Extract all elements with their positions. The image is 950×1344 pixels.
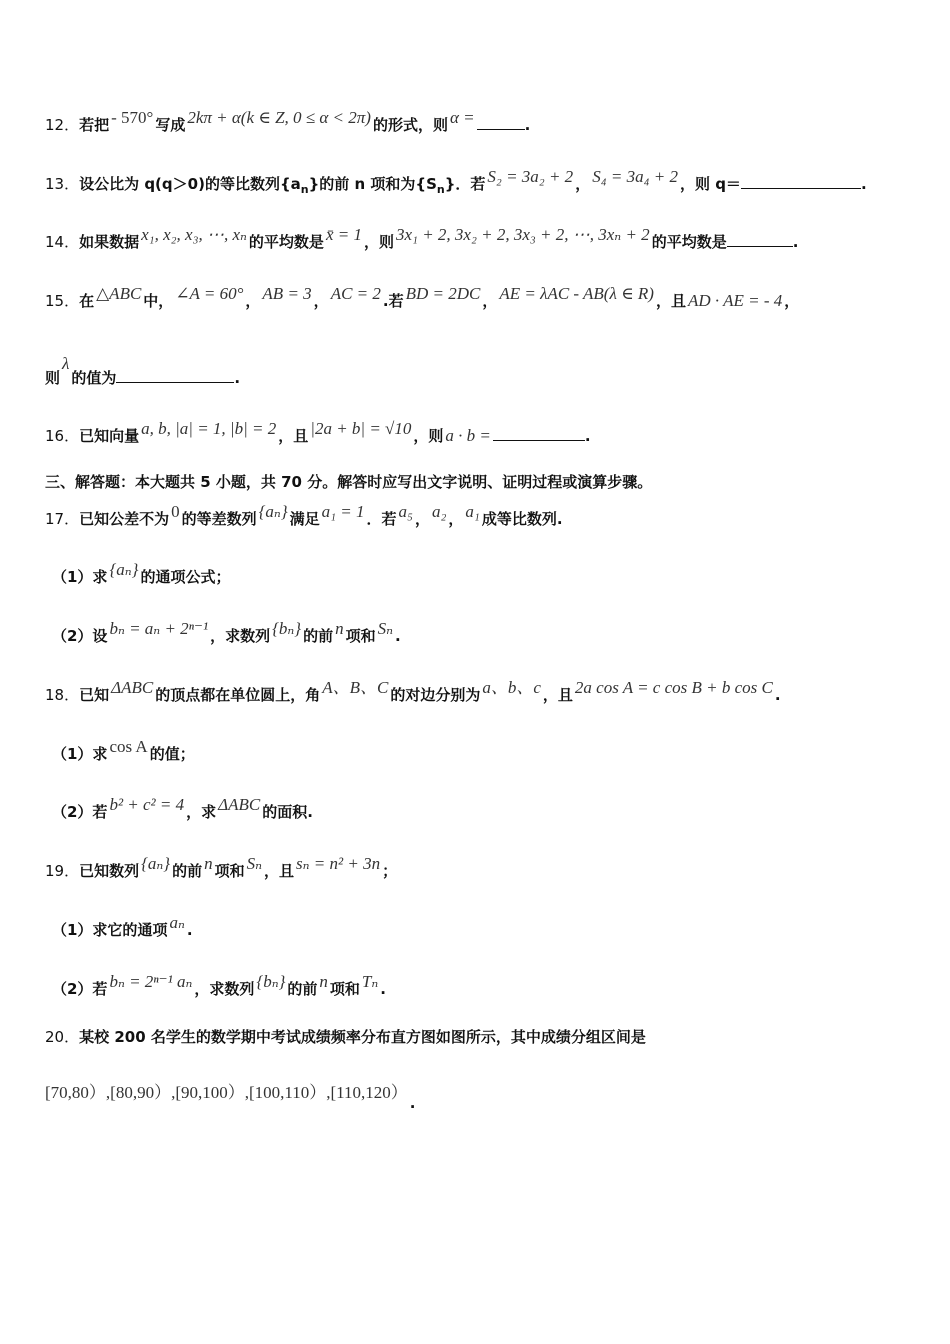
question-15-line-2: 则λ的值为 . — [45, 354, 241, 387]
question-number: 17． — [45, 510, 80, 528]
math: [70,80）,[80,90）,[90,100）,[100,110）,[110,120） — [45, 1083, 408, 1102]
math: a, b, |a| = 1, |b| = 2 — [141, 419, 277, 438]
math: {aₙ} — [109, 560, 139, 579]
math: BD = 2DC — [405, 284, 481, 303]
math: S₄ = 3a₄ + 2 — [592, 167, 678, 186]
math: n — [204, 854, 213, 873]
math: A、B、C — [322, 678, 389, 697]
math: - 570° — [111, 108, 154, 127]
question-19-part-1: （1）求它的通项 aₙ . — [52, 913, 193, 939]
math: b² + c² = 4 — [109, 795, 185, 814]
math: x₁, x₂, x₃, ⋯, xₙ — [141, 225, 247, 244]
math: a₂ — [431, 502, 447, 521]
question-number: 18． — [45, 686, 80, 704]
math: cos A — [109, 737, 148, 756]
math: 0 — [171, 502, 180, 521]
math: {bₙ} — [256, 972, 286, 991]
math: 3x₁ + 2, 3x₂ + 2, 3x₃ + 2, ⋯, 3xₙ + 2 — [395, 225, 650, 244]
question-number: 16． — [45, 427, 80, 445]
question-20: 20．某校 200 名学生的数学期中考试成绩频率分布直方图如图所示，其中成绩分组区间是 — [45, 1028, 646, 1046]
question-18: 18．已知 ΔABC 的顶点都在单位圆上，角 A、B、C 的对边分别为 a、b、c ，且 2a cos A = c cos B + b cos C . — [45, 678, 781, 704]
math: AC = 2 — [330, 284, 381, 303]
math: AB = 3 — [262, 284, 312, 303]
question-16: 16．已知向量 a, b, |a| = 1, |b| = 2 ，且 |2a + b| = √10 ，则 a · b = . — [45, 419, 591, 445]
answer-blank — [741, 172, 861, 189]
question-number: 13． — [45, 175, 80, 193]
answer-blank — [493, 424, 585, 441]
math: α = — [449, 108, 475, 127]
question-number: 19． — [45, 862, 80, 880]
math: n — [335, 619, 344, 638]
math: {bₙ} — [272, 619, 302, 638]
question-number: 12． — [45, 116, 80, 134]
math: Sₙ — [377, 619, 394, 638]
question-18-part-2: （2）若 b² + c² = 4 ，求 ΔABC 的面积. — [52, 795, 313, 821]
math: sₙ = n² + 3n — [296, 854, 381, 873]
math: λ — [62, 354, 70, 373]
math: a · b = — [445, 426, 491, 445]
math: 2a cos A = c cos B + b cos C — [574, 678, 773, 697]
math: Sₙ — [246, 854, 263, 873]
math: x̄ = 1 — [325, 225, 362, 244]
math: Tₙ — [361, 972, 379, 991]
question-12: 12．若把 - 570° 写成 2kπ + α(k ∈ Z, 0 ≤ α < 2π) 的形式，则 α = . — [45, 108, 531, 134]
math: ΔABC — [111, 678, 154, 697]
math: ΔABC — [218, 795, 261, 814]
math: |2a + b| = √10 — [310, 419, 412, 438]
question-20-intervals: [70,80）,[80,90）,[90,100）,[100,110）,[110,120）. — [45, 1083, 416, 1112]
math: S₂ = 3a₂ + 2 — [487, 167, 574, 186]
question-13: 13．设公比为 q(q＞0)的等比数列$\{a_n\}$的前 n 项和为$\{S_n\}$．若 S₂ = 3a₂ + 2 ， S₄ = 3a₄ + 2 ，则 q＝ . — [45, 167, 867, 196]
math: a₁ = 1 — [321, 502, 365, 521]
question-18-part-1: （1）求 cos A 的值； — [52, 737, 195, 763]
math: AD · AE = - 4 — [687, 291, 783, 310]
question-19-part-2: （2）若 bₙ = 2ⁿ⁻¹ aₙ ，求数列 {bₙ} 的前 n 项和 Tₙ . — [52, 972, 386, 998]
question-number: 20． — [45, 1028, 80, 1046]
question-number: 14． — [45, 233, 80, 251]
math: {aₙ} — [258, 502, 288, 521]
math: AE = λAC - AB(λ ∈ R) — [499, 284, 654, 303]
answer-blank — [477, 113, 525, 130]
question-17-part-1: （1）求 {aₙ} 的通项公式； — [52, 560, 231, 586]
math: a、b、c — [482, 678, 541, 697]
question-14: 14．如果数据 x₁, x₂, x₃, ⋯, xₙ 的平均数是 x̄ = 1 ，则 3x₁ + 2, 3x₂ + 2, 3x₃ + 2, ⋯, 3xₙ + 2 的平均数是 . — [45, 225, 799, 251]
math: 2kπ + α(k ∈ Z, 0 ≤ α < 2π) — [187, 108, 371, 127]
question-number: 15． — [45, 292, 80, 310]
question-17-part-2: （2）设 bₙ = aₙ + 2ⁿ⁻¹ ，求数列 {bₙ} 的前 n 项和 Sₙ . — [52, 619, 401, 645]
math: {aₙ} — [141, 854, 171, 873]
math: △ABC — [96, 284, 142, 303]
math: n — [319, 972, 328, 991]
answer-blank — [727, 230, 793, 247]
math: a₁ — [465, 502, 480, 521]
question-17: 17．已知公差不为 0 的等差数列 {aₙ} 满足 a₁ = 1 ．若 a₅ ， a₂ ， a₁ 成等比数列. — [45, 502, 563, 528]
answer-blank — [116, 366, 234, 383]
math: aₙ — [169, 913, 185, 932]
math: bₙ = aₙ + 2ⁿ⁻¹ — [109, 619, 209, 638]
math: a₅ — [398, 502, 413, 521]
math: ∠A = 60° — [175, 284, 244, 303]
math: bₙ = 2ⁿ⁻¹ aₙ — [109, 972, 193, 991]
section-heading: 三、解答题：本大题共 5 小题，共 70 分。解答时应写出文字说明、证明过程或演算步骤。 — [45, 473, 653, 491]
question-19: 19．已知数列 {aₙ} 的前 n 项和 Sₙ ，且 sₙ = n² + 3n ； — [45, 854, 398, 880]
question-15: 15．在 △ABC 中， ∠A = 60° ， AB = 3 ， AC = 2 .若 BD = 2DC ， AE = λAC - AB(λ ∈ R) ，且 AD · AE = - 4 ， — [45, 284, 800, 310]
